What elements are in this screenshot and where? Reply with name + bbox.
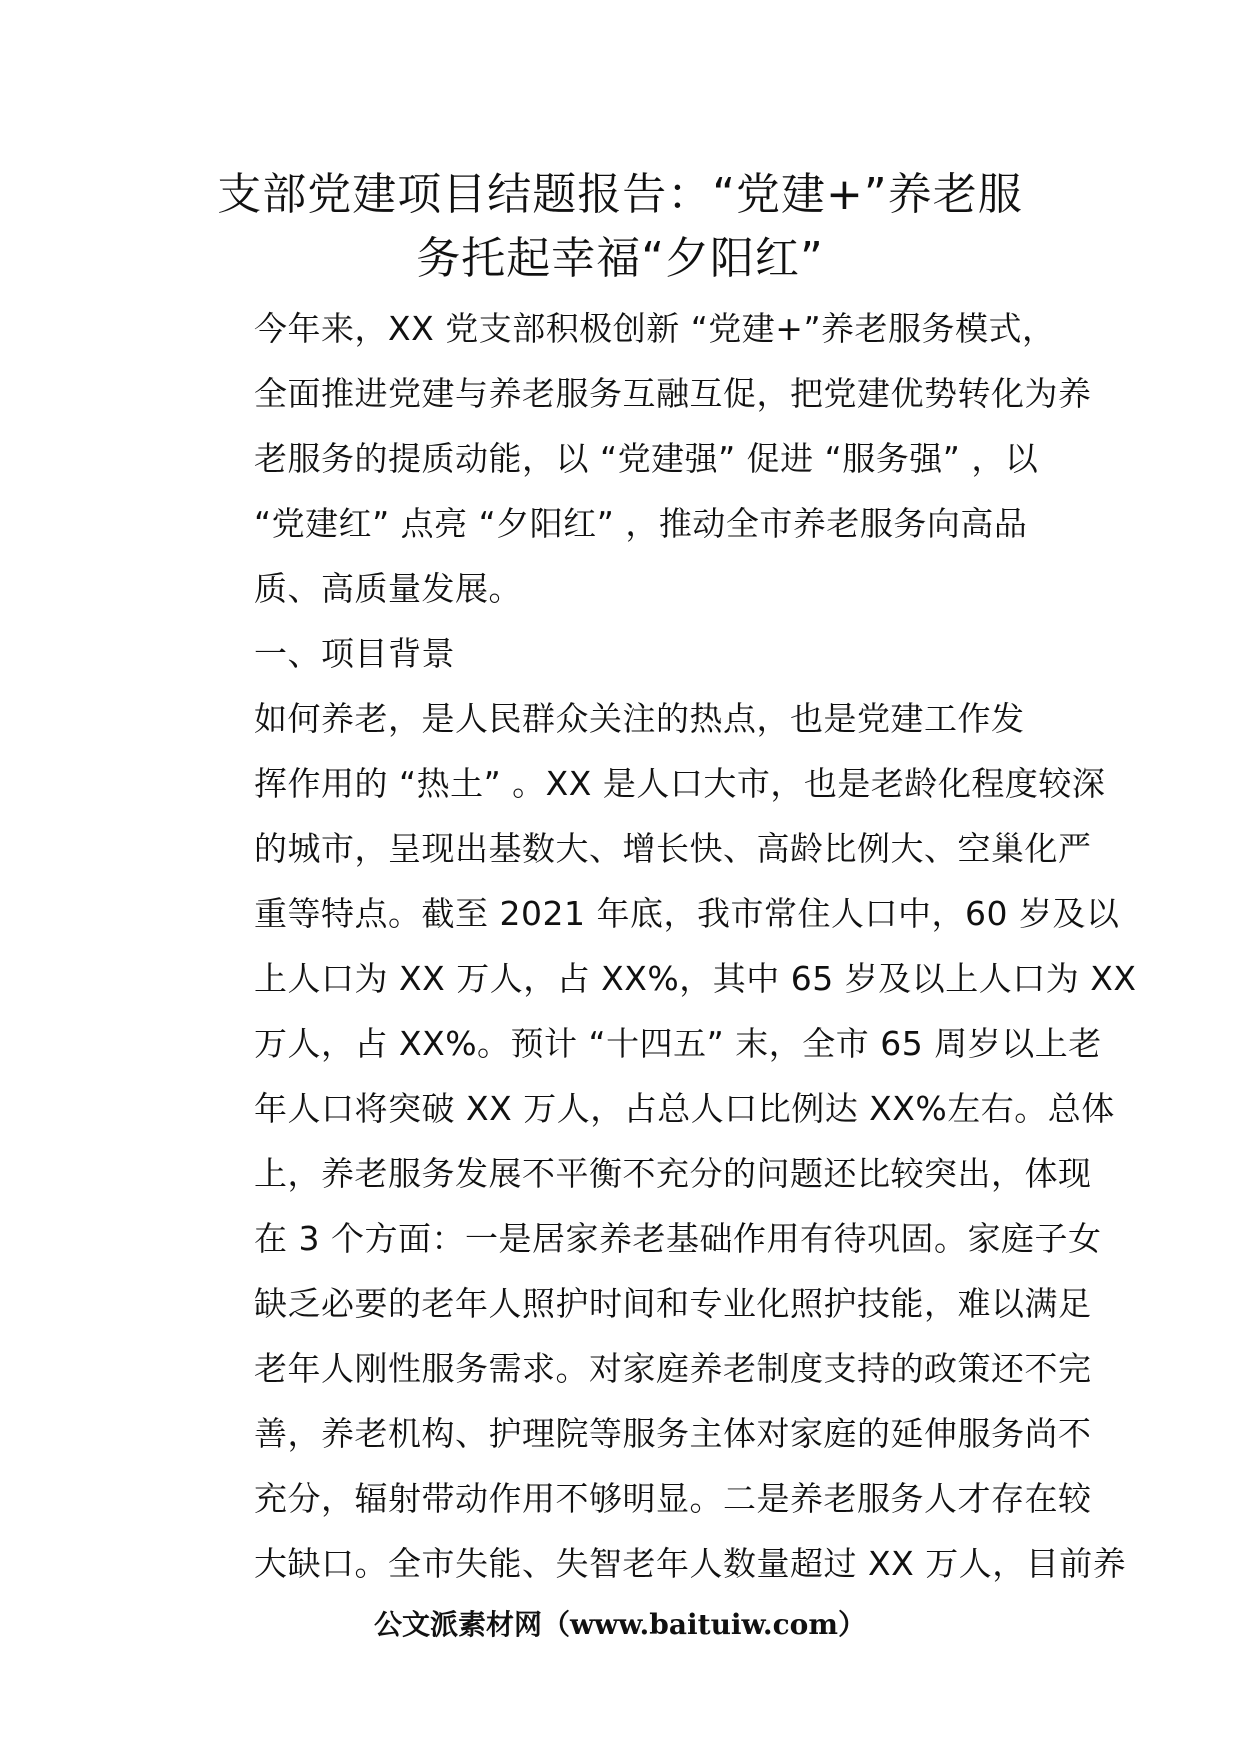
text-line: 如何养老，是人民群众关注的热点，也是党建工作发 [254, 699, 1025, 738]
document-body [188, 296, 1137, 1596]
paragraph-intro [188, 296, 1092, 621]
title-line: 支部党建项目结题报告：“党建+”养老服 [217, 169, 1023, 220]
title-line: 务托起幸福“夕阳红” [416, 233, 824, 284]
text-line: 全面推进党建与养老服务互融互促，把党建优势转化为养 [254, 374, 1092, 413]
text-line: 大缺口。全市失能、失智老年人数量超过 XX 万人，目前养 [254, 1544, 1127, 1583]
text-line: 善，养老机构、护理院等服务主体对家庭的延伸服务尚不 [254, 1414, 1092, 1453]
text-line: 的城市，呈现出基数大、增长快、高龄比例大、空巢化严 [254, 829, 1092, 868]
text-line: 万人，占 XX%。预计 “十四五” 末，全市 65 周岁以上老 [254, 1024, 1102, 1063]
text-line: 充分，辐射带动作用不够明显。二是养老服务人才存在较 [254, 1479, 1092, 1518]
text-line: 缺乏必要的老年人照护时间和专业化照护技能，难以满足 [254, 1284, 1092, 1323]
text-line: 质、高质量发展。 [254, 569, 522, 608]
text-line: 老服务的提质动能，以 “党建强” 促进 “服务强” ，以 [254, 439, 1039, 478]
text-line: 在 3 个方面：一是居家养老基础作用有待巩固。家庭子女 [254, 1219, 1102, 1258]
section-heading [188, 621, 1058, 686]
text-line: 老年人刚性服务需求。对家庭养老制度支持的政策还不完 [254, 1349, 1092, 1388]
text-line: 上，养老服务发展不平衡不充分的问题还比较突出，体现 [254, 1154, 1092, 1193]
text-line: 一、项目背景 [254, 634, 455, 673]
text-line: “党建红” 点亮 “夕阳红” ，推动全市养老服务向高品 [254, 504, 1028, 543]
text-line: 挥作用的 “热土” 。XX 是人口大市，也是老龄化程度较深 [254, 764, 1106, 803]
footer-watermark: 公文派素材网（www.baituiw.com） [374, 1608, 866, 1641]
text-line: 重等特点。截至 2021 年底，我市常住人口中，60 岁及以 [254, 894, 1120, 933]
text-line: 年人口将突破 XX 万人，占总人口比例达 XX%左右。总体 [254, 1089, 1115, 1128]
document-title [150, 163, 1090, 291]
text-line: 今年来，XX 党支部积极创新 “党建+”养老服务模式， [254, 309, 1056, 348]
text-line: 上人口为 XX 万人，占 XX%，其中 65 岁及以上人口为 XX [254, 959, 1137, 998]
paragraph-background [188, 686, 1137, 1596]
